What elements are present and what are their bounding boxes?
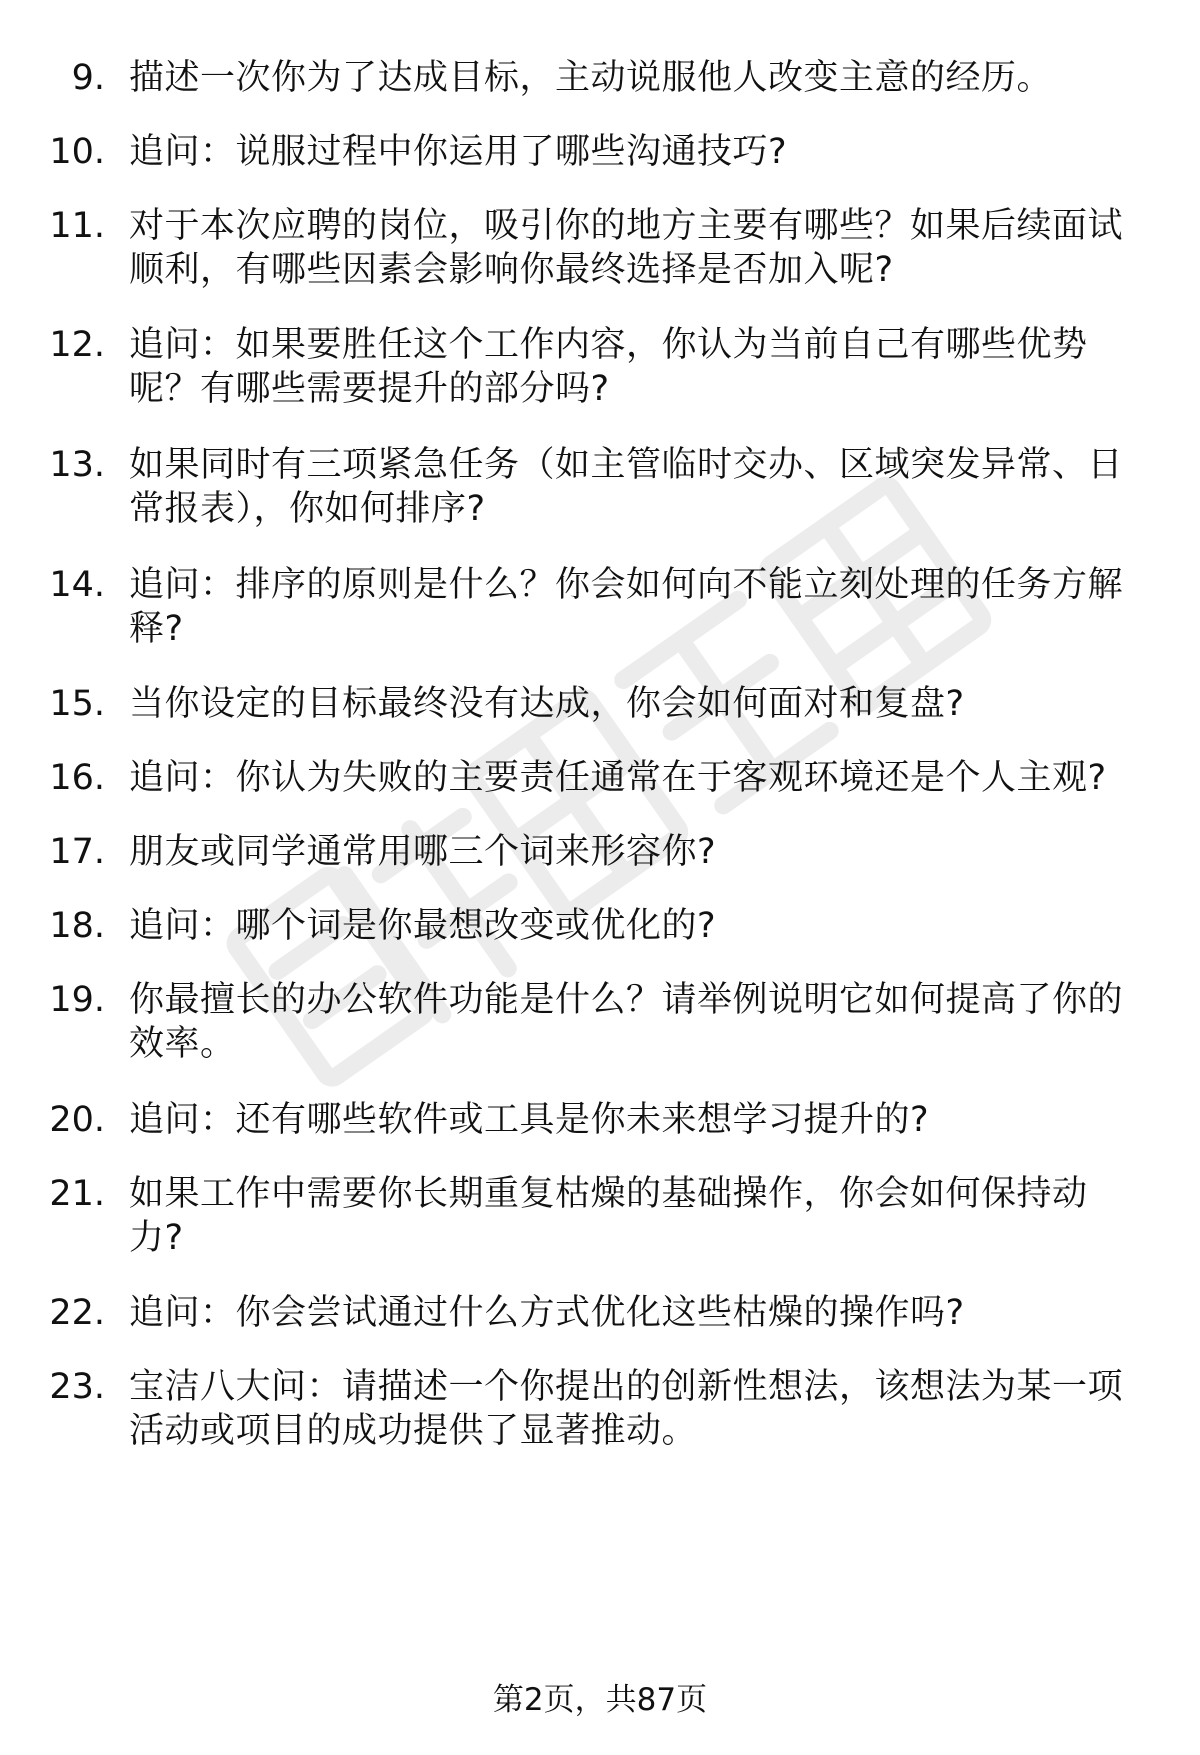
question-number: 14.	[49, 565, 105, 605]
question-text: 追问：说服过程中你运用了哪些沟通技巧?	[129, 132, 788, 172]
question-number: 9.	[71, 58, 105, 98]
question-number: 17.	[49, 832, 105, 872]
question-number: 13.	[49, 445, 105, 485]
question-text: 朋友或同学通常用哪三个词来形容你?	[129, 832, 717, 872]
question-number: 16.	[49, 758, 105, 798]
question-text: 追问：还有哪些软件或工具是你未来想学习提升的?	[129, 1100, 930, 1140]
question-text: 如果工作中需要你长期重复枯燥的基础操作，你会如何保持动力?	[129, 1174, 1088, 1258]
question-text: 对于本次应聘的岗位，吸引你的地方主要有哪些？如果后续面试顺利，有哪些因素会影响你最终选择是否加入呢?	[129, 206, 1124, 290]
question-number: 21.	[49, 1174, 105, 1214]
question-number: 22.	[49, 1293, 105, 1333]
question-number: 23.	[49, 1367, 105, 1407]
question-text: 宝洁八大问：请描述一个你提出的创新性想法，该想法为某一项活动或项目的成功提供了显著推动。	[129, 1367, 1124, 1451]
question-text: 追问：排序的原则是什么？你会如何向不能立刻处理的任务方解释?	[129, 565, 1124, 649]
question-text: 描述一次你为了达成目标，主动说服他人改变主意的经历。	[129, 58, 1053, 98]
question-number: 10.	[49, 132, 105, 172]
question-number: 19.	[49, 980, 105, 1020]
page-footer: 第2页，共87页	[492, 1682, 708, 1718]
question-text: 当你设定的目标最终没有达成，你会如何面对和复盘?	[129, 684, 965, 724]
question-text: 追问：你认为失败的主要责任通常在于客观环境还是个人主观?	[129, 758, 1107, 798]
question-text: 追问：哪个词是你最想改变或优化的?	[129, 906, 717, 946]
question-text: 追问：你会尝试通过什么方式优化这些枯燥的操作吗?	[129, 1293, 965, 1333]
question-text: 如果同时有三项紧急任务（如主管临时交办、区域突发异常、日常报表），你如何排序?	[129, 445, 1124, 529]
question-text: 追问：如果要胜任这个工作内容，你认为当前自己有哪些优势呢？有哪些需要提升的部分吗?	[129, 325, 1088, 409]
question-text: 你最擅长的办公软件功能是什么？请举例说明它如何提高了你的效率。	[129, 980, 1124, 1064]
question-number: 11.	[49, 206, 105, 246]
question-number: 18.	[49, 906, 105, 946]
question-number: 15.	[49, 684, 105, 724]
question-number: 12.	[49, 325, 105, 365]
question-number: 20.	[49, 1100, 105, 1140]
